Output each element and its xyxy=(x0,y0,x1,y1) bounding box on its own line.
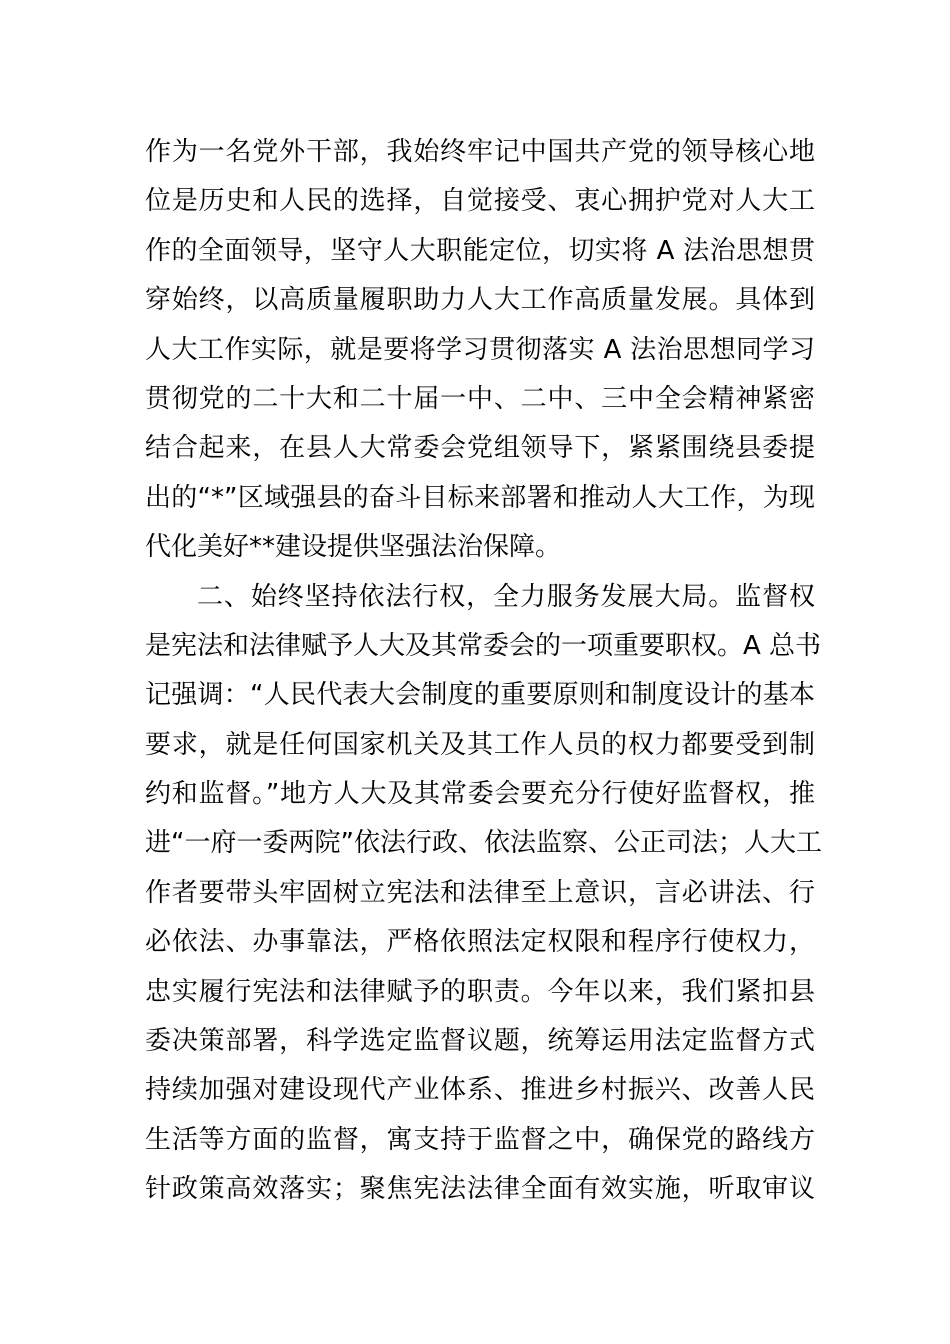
text-line: 委决策部署，科学选定监督议题，统筹运用法定监督方式 xyxy=(145,1026,815,1057)
body-text xyxy=(145,128,822,1215)
text-line: 出的“*”区域强县的奋斗目标来部署和推动人大工作，为现 xyxy=(145,482,815,513)
text-line: 生活等方面的监督，寓支持于监督之中，确保党的路线方 xyxy=(145,1124,815,1155)
text-line: 穿始终，以高质量履职助力人大工作高质量发展。具体到 xyxy=(145,285,815,316)
text-line: 记强调：“人民代表大会制度的重要原则和制度设计的基本 xyxy=(145,680,815,711)
section-heading-line: 二、始终坚持依法行权，全力服务发展大局。监督权 xyxy=(197,581,815,612)
text-line: 人大工作实际，就是要将学习贯彻落实 A 法治思想同学习 xyxy=(145,334,815,365)
text-line: 针政策高效落实；聚焦宪法法律全面有效实施，听取审议 xyxy=(145,1174,815,1205)
text-line: 结合起来，在县人大常委会党组领导下，紧紧围绕县委提 xyxy=(145,433,815,464)
text-line: 作为一名党外干部，我始终牢记中国共产党的领导核心地 xyxy=(145,137,815,167)
text-line: 要求，就是任何国家机关及其工作人员的权力都要受到制 xyxy=(145,729,815,760)
text-line: 是宪法和法律赋予人大及其常委会的一项重要职权。A 总书 xyxy=(145,630,822,661)
text-line: 约和监督。”地方人大及其常委会要充分行使好监督权，推 xyxy=(145,779,815,810)
text-line: 必依法、办事靠法，严格依照法定权限和程序行使权力， xyxy=(145,927,815,958)
text-line: 作的全面领导，坚守人大职能定位，切实将 A 法治思想贯 xyxy=(145,235,815,266)
text-line: 忠实履行宪法和法律赋予的职责。今年以来，我们紧扣县 xyxy=(145,976,815,1007)
paragraph-end-line: 代化美好**建设提供坚强法治保障。 xyxy=(145,532,562,563)
text-line: 贯彻党的二十大和二十届一中、二中、三中全会精神紧密 xyxy=(145,383,815,414)
text-line: 持续加强对建设现代产业体系、推进乡村振兴、改善人民 xyxy=(145,1075,815,1106)
text-line: 作者要带头牢固树立宪法和法律至上意识，言必讲法、行 xyxy=(145,877,815,908)
text-line: 位是历史和人民的选择，自觉接受、衷心拥护党对人大工 xyxy=(145,186,815,217)
text-line: 进“一府一委两院”依法行政、依法监察、公正司法；人大工 xyxy=(145,828,822,859)
